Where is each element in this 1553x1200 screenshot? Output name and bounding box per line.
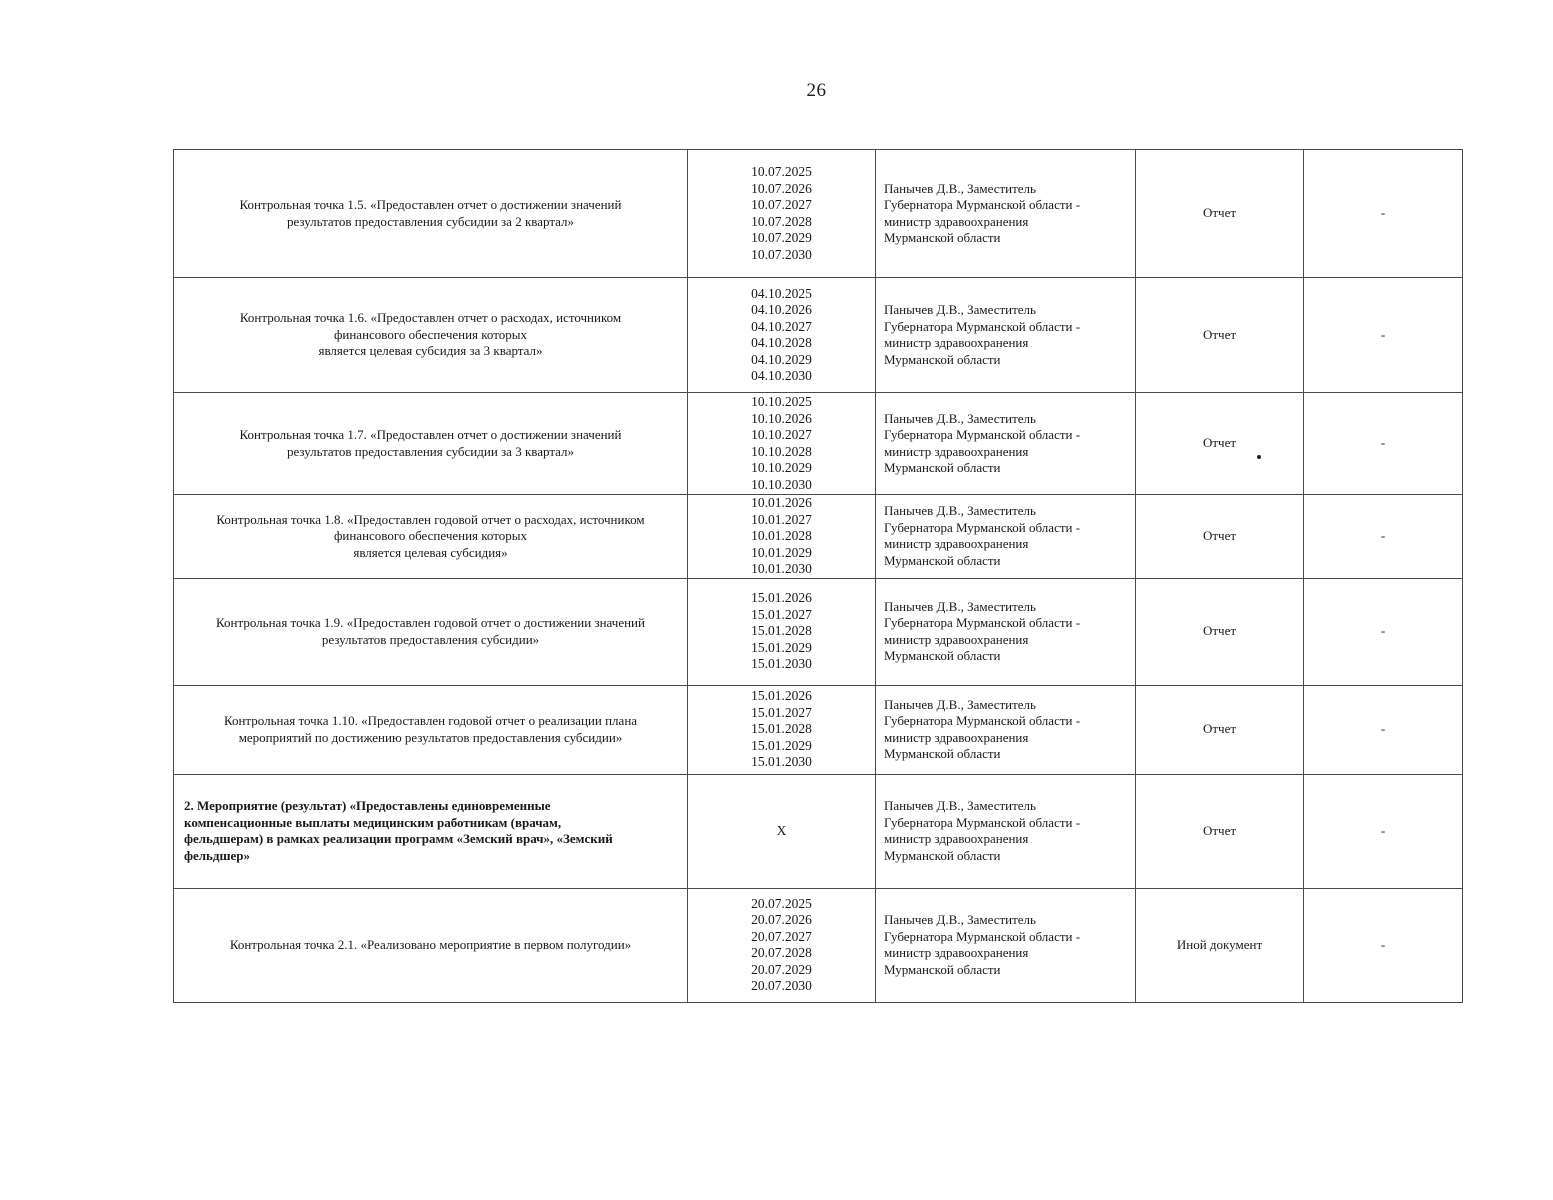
control-point-name: Контрольная точка 2.1. «Реализовано мероприятие в первом полугодии» [174,888,688,1002]
table-row [174,888,1463,1002]
document-type: Отчет [1136,774,1304,888]
table-row [174,495,1463,579]
control-point-name: Контрольная точка 1.8. «Предоставлен годовой отчет о расходах, источником финансового обеспечения которых является целевая субсидия» [174,495,688,579]
document-type: Иной документ [1136,888,1304,1002]
control-point-name: Контрольная точка 1.7. «Предоставлен отчет о достижении значений результатов предоставления субсидии за 3 квартал» [174,393,688,495]
extra-cell: - [1304,774,1463,888]
table-row [174,150,1463,278]
control-points-table [173,149,1463,1003]
table-row [174,278,1463,393]
control-point-name: Контрольная точка 1.10. «Предоставлен годовой отчет о реализации плана мероприятий по достижению результатов предоставления субсидии» [174,685,688,774]
deadline-dates: 10.10.2025 10.10.2026 10.10.2027 10.10.2028 10.10.2029 10.10.2030 [688,393,876,495]
deadline-dates: 10.07.2025 10.07.2026 10.07.2027 10.07.2028 10.07.2029 10.07.2030 [688,150,876,278]
activity-name: 2. Мероприятие (результат) «Предоставлены единовременные компенсационные выплаты медицинским работникам (врачам, фельдшерам) в рамках реализации программ «Земский врач», «Земский фельдшер» [174,774,688,888]
responsible-person: Панычев Д.В., Заместитель Губернатора Мурманской области - министр здравоохранения Мурманской области [876,150,1136,278]
responsible-person: Панычев Д.В., Заместитель Губернатора Мурманской области - министр здравоохранения Мурманской области [876,774,1136,888]
extra-cell: - [1304,685,1463,774]
control-point-name: Контрольная точка 1.9. «Предоставлен годовой отчет о достижении значений результатов предоставления субсидии» [174,578,688,685]
table-row [174,774,1463,888]
control-point-name: Контрольная точка 1.5. «Предоставлен отчет о достижении значений результатов предоставления субсидии за 2 квартал» [174,150,688,278]
deadline-dates: 15.01.2026 15.01.2027 15.01.2028 15.01.2029 15.01.2030 [688,578,876,685]
page-number: 26 [806,80,827,101]
responsible-person: Панычев Д.В., Заместитель Губернатора Мурманской области - министр здравоохранения Мурманской области [876,278,1136,393]
extra-cell: - [1304,888,1463,1002]
deadline-dates: 10.01.2026 10.01.2027 10.01.2028 10.01.2029 10.01.2030 [688,495,876,579]
deadline-dates: 04.10.2025 04.10.2026 04.10.2027 04.10.2028 04.10.2029 04.10.2030 [688,278,876,393]
extra-cell: - [1304,495,1463,579]
extra-cell: - [1304,278,1463,393]
document-type: Отчет [1136,393,1304,495]
table-row [174,578,1463,685]
document-type: Отчет [1136,150,1304,278]
responsible-person: Панычев Д.В., Заместитель Губернатора Мурманской области - министр здравоохранения Мурманской области [876,495,1136,579]
document-type: Отчет [1136,495,1304,579]
scan-speck [1257,455,1261,459]
deadline-dates: 15.01.2026 15.01.2027 15.01.2028 15.01.2029 15.01.2030 [688,685,876,774]
table-row [174,393,1463,495]
extra-cell: - [1304,393,1463,495]
responsible-person: Панычев Д.В., Заместитель Губернатора Мурманской области - министр здравоохранения Мурманской области [876,393,1136,495]
responsible-person: Панычев Д.В., Заместитель Губернатора Мурманской области - министр здравоохранения Мурманской области [876,685,1136,774]
deadline-dates: 20.07.2025 20.07.2026 20.07.2027 20.07.2028 20.07.2029 20.07.2030 [688,888,876,1002]
responsible-person: Панычев Д.В., Заместитель Губернатора Мурманской области - министр здравоохранения Мурманской области [876,578,1136,685]
deadline-dates: X [688,774,876,888]
document-type: Отчет [1136,278,1304,393]
responsible-person: Панычев Д.В., Заместитель Губернатора Мурманской области - министр здравоохранения Мурманской области [876,888,1136,1002]
extra-cell: - [1304,150,1463,278]
document-type: Отчет [1136,578,1304,685]
control-point-name: Контрольная точка 1.6. «Предоставлен отчет о расходах, источником финансового обеспечения которых является целевая субсидия за 3 квартал» [174,278,688,393]
document-type: Отчет [1136,685,1304,774]
table-row [174,685,1463,774]
extra-cell: - [1304,578,1463,685]
